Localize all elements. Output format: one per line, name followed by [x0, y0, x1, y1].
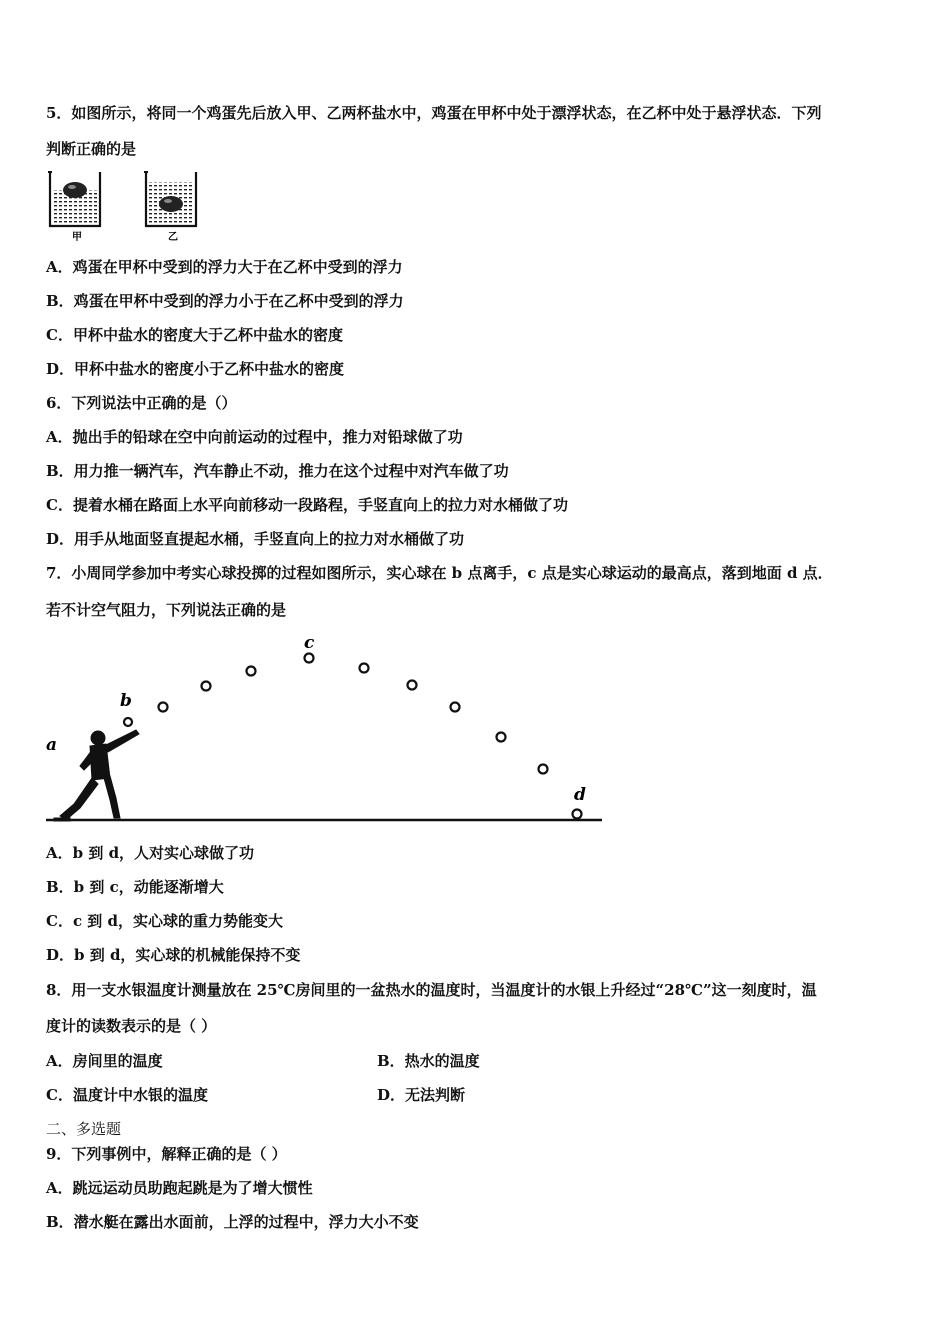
q9-option-b: B．潜水艇在露出水面前，上浮的过程中，浮力大小不变: [46, 1213, 419, 1231]
q5-option-a: A．鸡蛋在甲杯中受到的浮力大于在乙杯中受到的浮力: [46, 258, 403, 276]
q6-option-a: A．抛出手的铅球在空中向前运动的过程中，推力对铅球做了功: [46, 428, 463, 446]
q8-option-b: B．热水的温度: [377, 1052, 480, 1070]
q6-option-d: D．用手从地面竖直提起水桶，手竖直向上的拉力对水桶做了功: [46, 530, 465, 548]
point-b-label: b: [120, 691, 132, 711]
point-d-label: d: [574, 785, 586, 805]
ball-position-b: [124, 718, 132, 726]
ball-position: [360, 664, 369, 673]
ball-position: [247, 667, 256, 676]
q6-option-c: C．提着水桶在路面上水平向前移动一段路程，手竖直向上的拉力对水桶做了功: [46, 496, 568, 514]
egg-floating-icon: [63, 182, 87, 198]
q8-option-d: D．无法判断: [377, 1086, 466, 1104]
q5-option-c: C．甲杯中盐水的密度大于乙杯中盐水的密度: [46, 326, 343, 344]
q8-stem-line1: 8．用一支水银温度计测量放在 25℃房间里的一盆热水的温度时，当温度计的水银上升经过“28℃”这一刻度时，温: [46, 981, 817, 999]
section-title-multiple-choice: 二、多选题: [46, 1120, 122, 1138]
beaker-label-jia: 甲: [72, 232, 82, 243]
q7-option-b: B．b 到 c，动能逐渐增大: [46, 878, 224, 896]
beaker-yi: [144, 172, 196, 226]
ball-position-d: [573, 810, 582, 819]
q8-option-a: A．房间里的温度: [46, 1052, 163, 1070]
ball-position: [539, 765, 548, 774]
q5-option-d: D．甲杯中盐水的密度小于乙杯中盐水的密度: [46, 360, 345, 378]
point-c-label: c: [304, 633, 315, 653]
q8-stem-line2: 度计的读数表示的是（ ）: [46, 1017, 217, 1035]
ball-position-c: [305, 654, 314, 663]
q7-option-c: C．c 到 d，实心球的重力势能变大: [46, 912, 284, 930]
q7-stem-line1: 7．小周同学参加中考实心球投掷的过程如图所示，实心球在 b 点离手，c 点是实心球运动的最高点，落到地面 d 点．: [46, 564, 833, 582]
q6-stem: 6．下列说法中正确的是（）: [46, 394, 237, 412]
ball-position: [159, 703, 168, 712]
ball-position: [202, 682, 211, 691]
egg-suspended-icon: [159, 196, 183, 212]
ball-position: [451, 703, 460, 712]
q7-option-d: D．b 到 d，实心球的机械能保持不变: [46, 946, 301, 964]
q5-option-b: B．鸡蛋在甲杯中受到的浮力小于在乙杯中受到的浮力: [46, 292, 404, 310]
point-a-label: a: [46, 735, 58, 755]
q9-option-a: A．跳远运动员助跑起跳是为了增大惯性: [46, 1179, 313, 1197]
q7-option-a: A．b 到 d，人对实心球做了功: [46, 844, 255, 862]
shot-put-figure: [40, 628, 610, 828]
beakers-figure: [44, 168, 214, 244]
beaker-label-yi: 乙: [168, 232, 178, 243]
q5-stem-line1: 5．如图所示，将同一个鸡蛋先后放入甲、乙两杯盐水中，鸡蛋在甲杯中处于漂浮状态，在乙杯中处于悬浮状态．下列: [46, 104, 822, 122]
q6-option-b: B．用力推一辆汽车，汽车静止不动，推力在这个过程中对汽车做了功: [46, 462, 509, 480]
q9-stem: 9．下列事例中，解释正确的是（ ）: [46, 1145, 287, 1163]
beaker-jia: [48, 172, 100, 226]
ball-position: [408, 681, 417, 690]
q8-option-c: C．温度计中水银的温度: [46, 1086, 208, 1104]
q7-stem-line2: 若不计空气阻力，下列说法正确的是: [46, 601, 287, 619]
q5-stem-line2: 判断正确的是: [46, 140, 137, 158]
ball-position: [497, 733, 506, 742]
thrower-icon: [54, 730, 139, 821]
